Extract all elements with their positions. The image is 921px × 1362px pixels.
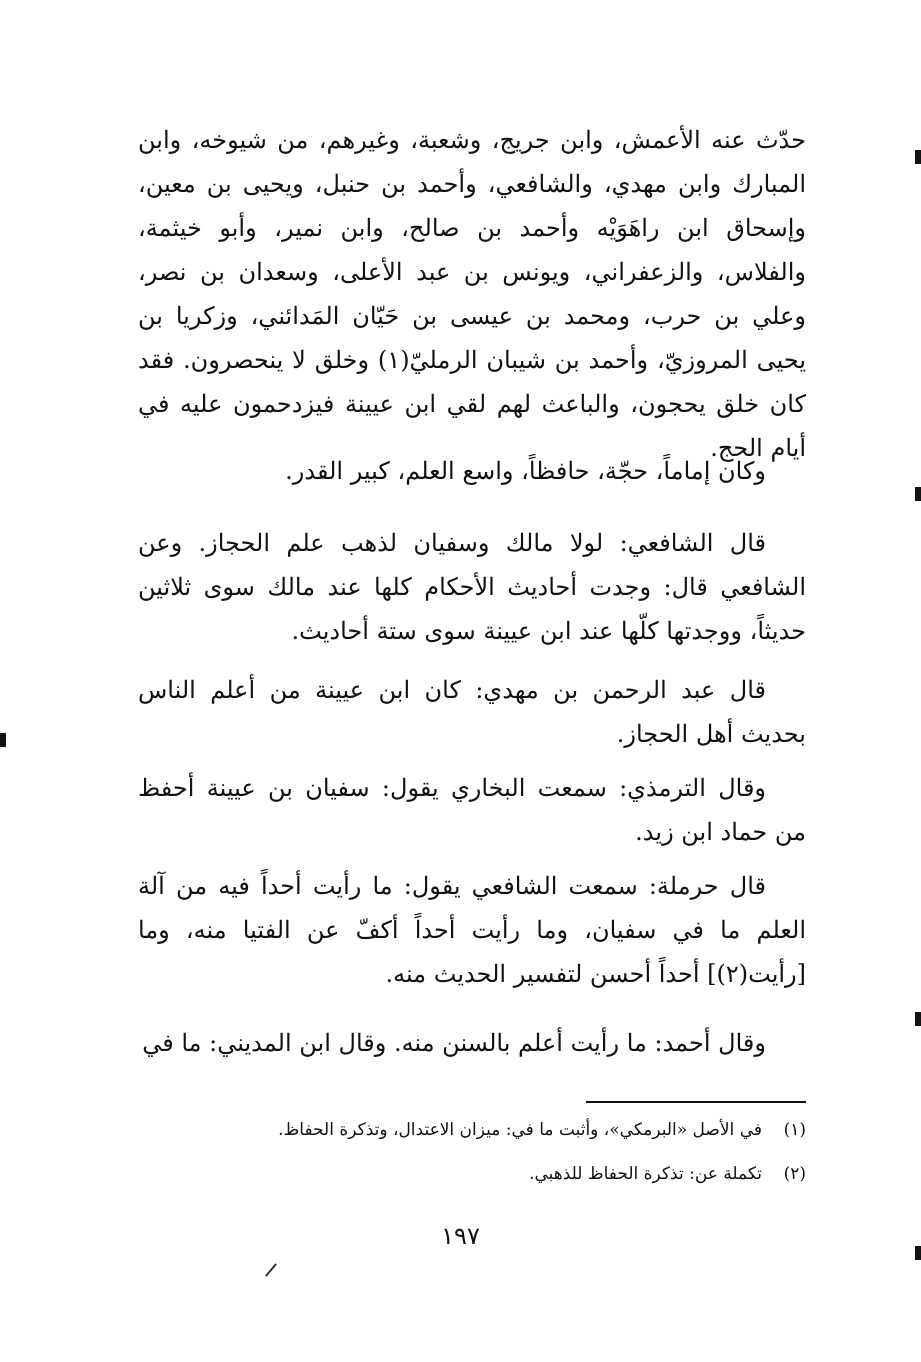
margin-mark (915, 487, 921, 501)
paragraph-3: قال الشافعي: لولا مالك وسفيان لذهب علم الحجاز. وعن الشافعي قال: وجدت أحاديث الأحكام كلها عند مالك سوى ثلاثين حديثاً، ووجدتها كلّها عند ابن عيينة سوى ستة أحاديث. (138, 529, 806, 645)
paragraph-7: وقال أحمد: ما رأيت أعلم بالسنن منه. وقال ابن المديني: ما في (142, 1029, 766, 1057)
footnotes (138, 1118, 806, 1198)
footnote-text: تكملة عن: تذكرة الحفاظ للذهبي. (529, 1164, 762, 1184)
paragraph-4: قال عبد الرحمن بن مهدي: كان ابن عيينة من أعلم الناس بحديث أهل الحجاز. (138, 676, 806, 748)
margin-mark (915, 1012, 921, 1026)
footnote-2 (138, 1162, 806, 1186)
footnote-text: في الأصل «البرمكي»، وأثبت ما في: ميزان الاعتدال، وتذكرة الحفاظ. (278, 1120, 762, 1140)
footnote-number: (٢) (783, 1164, 806, 1184)
paragraph-1: حدّث عنه الأعمش، وابن جريج، وشعبة، وغيرهم، من شيوخه، وابن المبارك وابن مهدي، والشافعي، وأحمد بن حنبل، ويحيى بن معين، وإسحاق ابن راهَوَيْه وأحمد بن صالح، وابن نمير، وأبو خيثمة، والفلاس، والزعفراني، ويونس بن عبد الأعلى، وسعدان بن نصر، وعلي بن حرب، ومحمد بن عيسى بن حَيّان المَدائني، وزكريا بن يحيى المروزيّ، وأحمد بن شيبان الرمليّ(١) وخلق لا ينحصرون. فقد كان خلق يحجون، والباعث لهم لقي ابن عيينة فيزدحمون عليه في أيام الحج. (138, 126, 807, 462)
paragraph-5: وقال الترمذي: سمعت البخاري يقول: سفيان بن عيينة أحفظ من حماد ابن زيد. (138, 774, 806, 846)
margin-mark (915, 1246, 921, 1260)
margin-mark (0, 733, 6, 747)
margin-mark (915, 150, 921, 164)
paragraph-2: وكان إماماً، حجّة، حافظاً، واسع العلم، كبير القدر. (285, 457, 766, 485)
paragraph-6: قال حرملة: سمعت الشافعي يقول: ما رأيت أحداً فيه من آلة العلم ما في سفيان، وما رأيت أحداً أكفّ عن الفتيا منه، وما [رأيت(٢)] أحداً أحسن لتفسير الحديث منه. (138, 872, 806, 988)
footnote-divider (586, 1101, 806, 1103)
footnote-number: (١) (783, 1120, 806, 1140)
main-text (138, 118, 806, 1068)
page-number: ١٩٧ (441, 1222, 480, 1250)
stray-mark (265, 1263, 277, 1277)
footnote-1 (138, 1118, 806, 1142)
